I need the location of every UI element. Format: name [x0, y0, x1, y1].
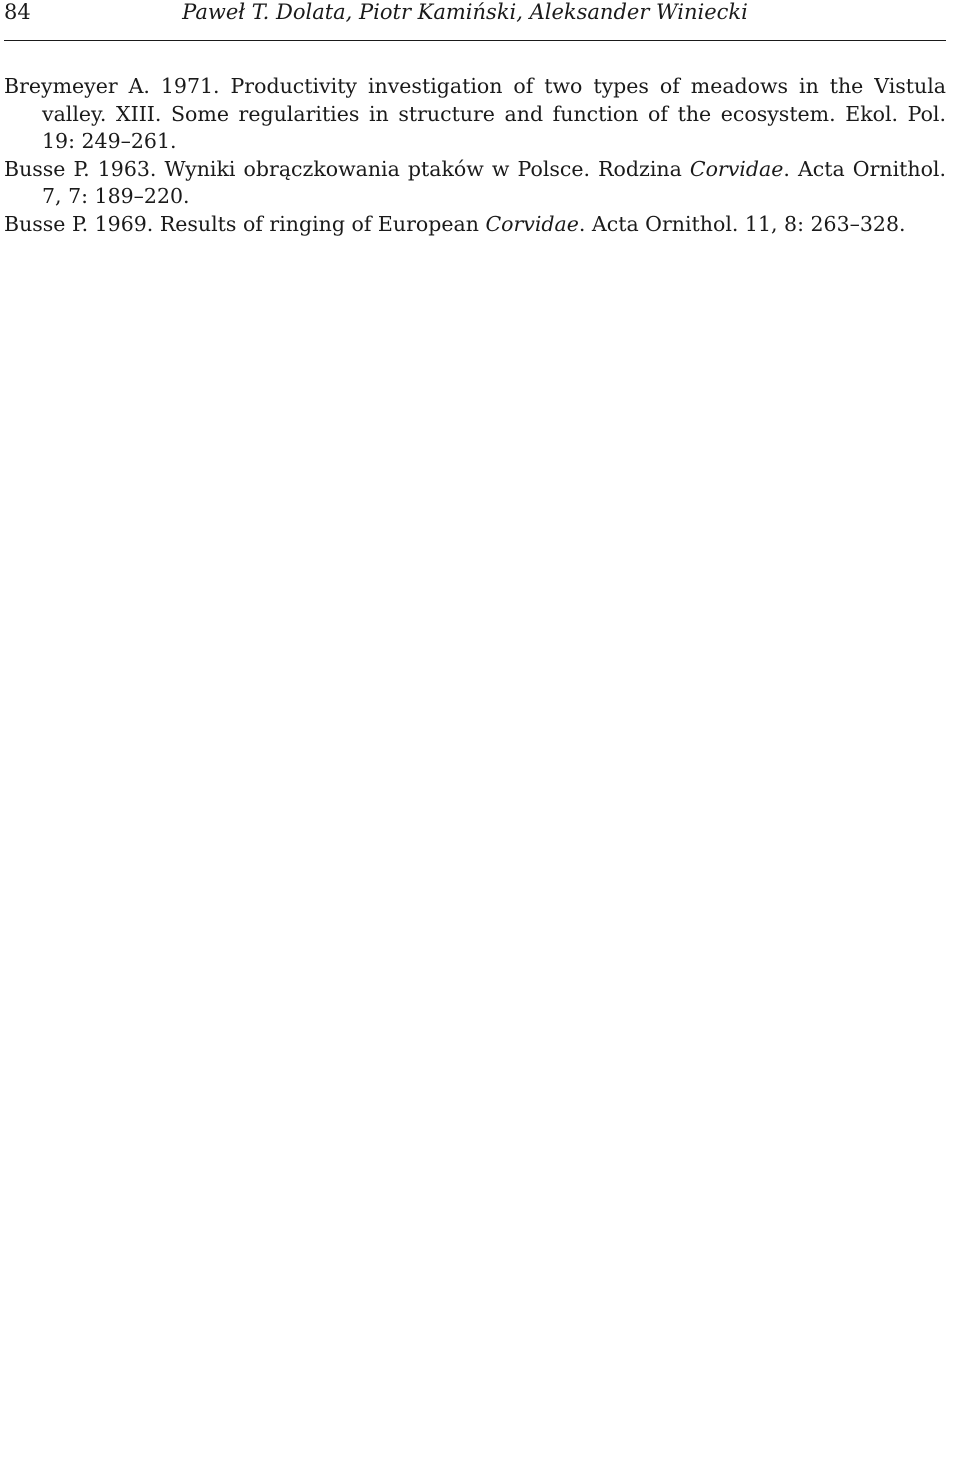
reference-text: . Acta Ornithol. 11, 8: 263–328.: [578, 211, 906, 236]
reference-entry: [4, 156, 946, 211]
running-head: [4, 0, 946, 41]
reference-italic-text: Corvidae: [689, 156, 784, 181]
reference-list: [4, 73, 946, 239]
page-number: 84: [4, 0, 31, 24]
reference-entry: [4, 73, 946, 156]
reference-italic-text: Corvidae: [485, 211, 579, 236]
reference-text: . Acta Ornithol. 7, 7: 189–220.: [42, 156, 946, 209]
reference-text: Busse P. 1969. Results of ringing of European: [4, 211, 486, 236]
reference-text: Busse P. 1963. Wyniki obrączkowania ptaków w Polsce. Rodzina: [4, 156, 690, 181]
reference-entry: [4, 211, 946, 239]
running-head-authors: Paweł T. Dolata, Piotr Kamiński, Aleksander Winiecki: [182, 0, 748, 24]
reference-text: Breymeyer A. 1971. Productivity investigation of two types of meadows in the Vistula valley. XIII. Some regularities in structure and function of the ecosystem. Ekol. Pol. 19: 249–261.: [4, 74, 946, 154]
